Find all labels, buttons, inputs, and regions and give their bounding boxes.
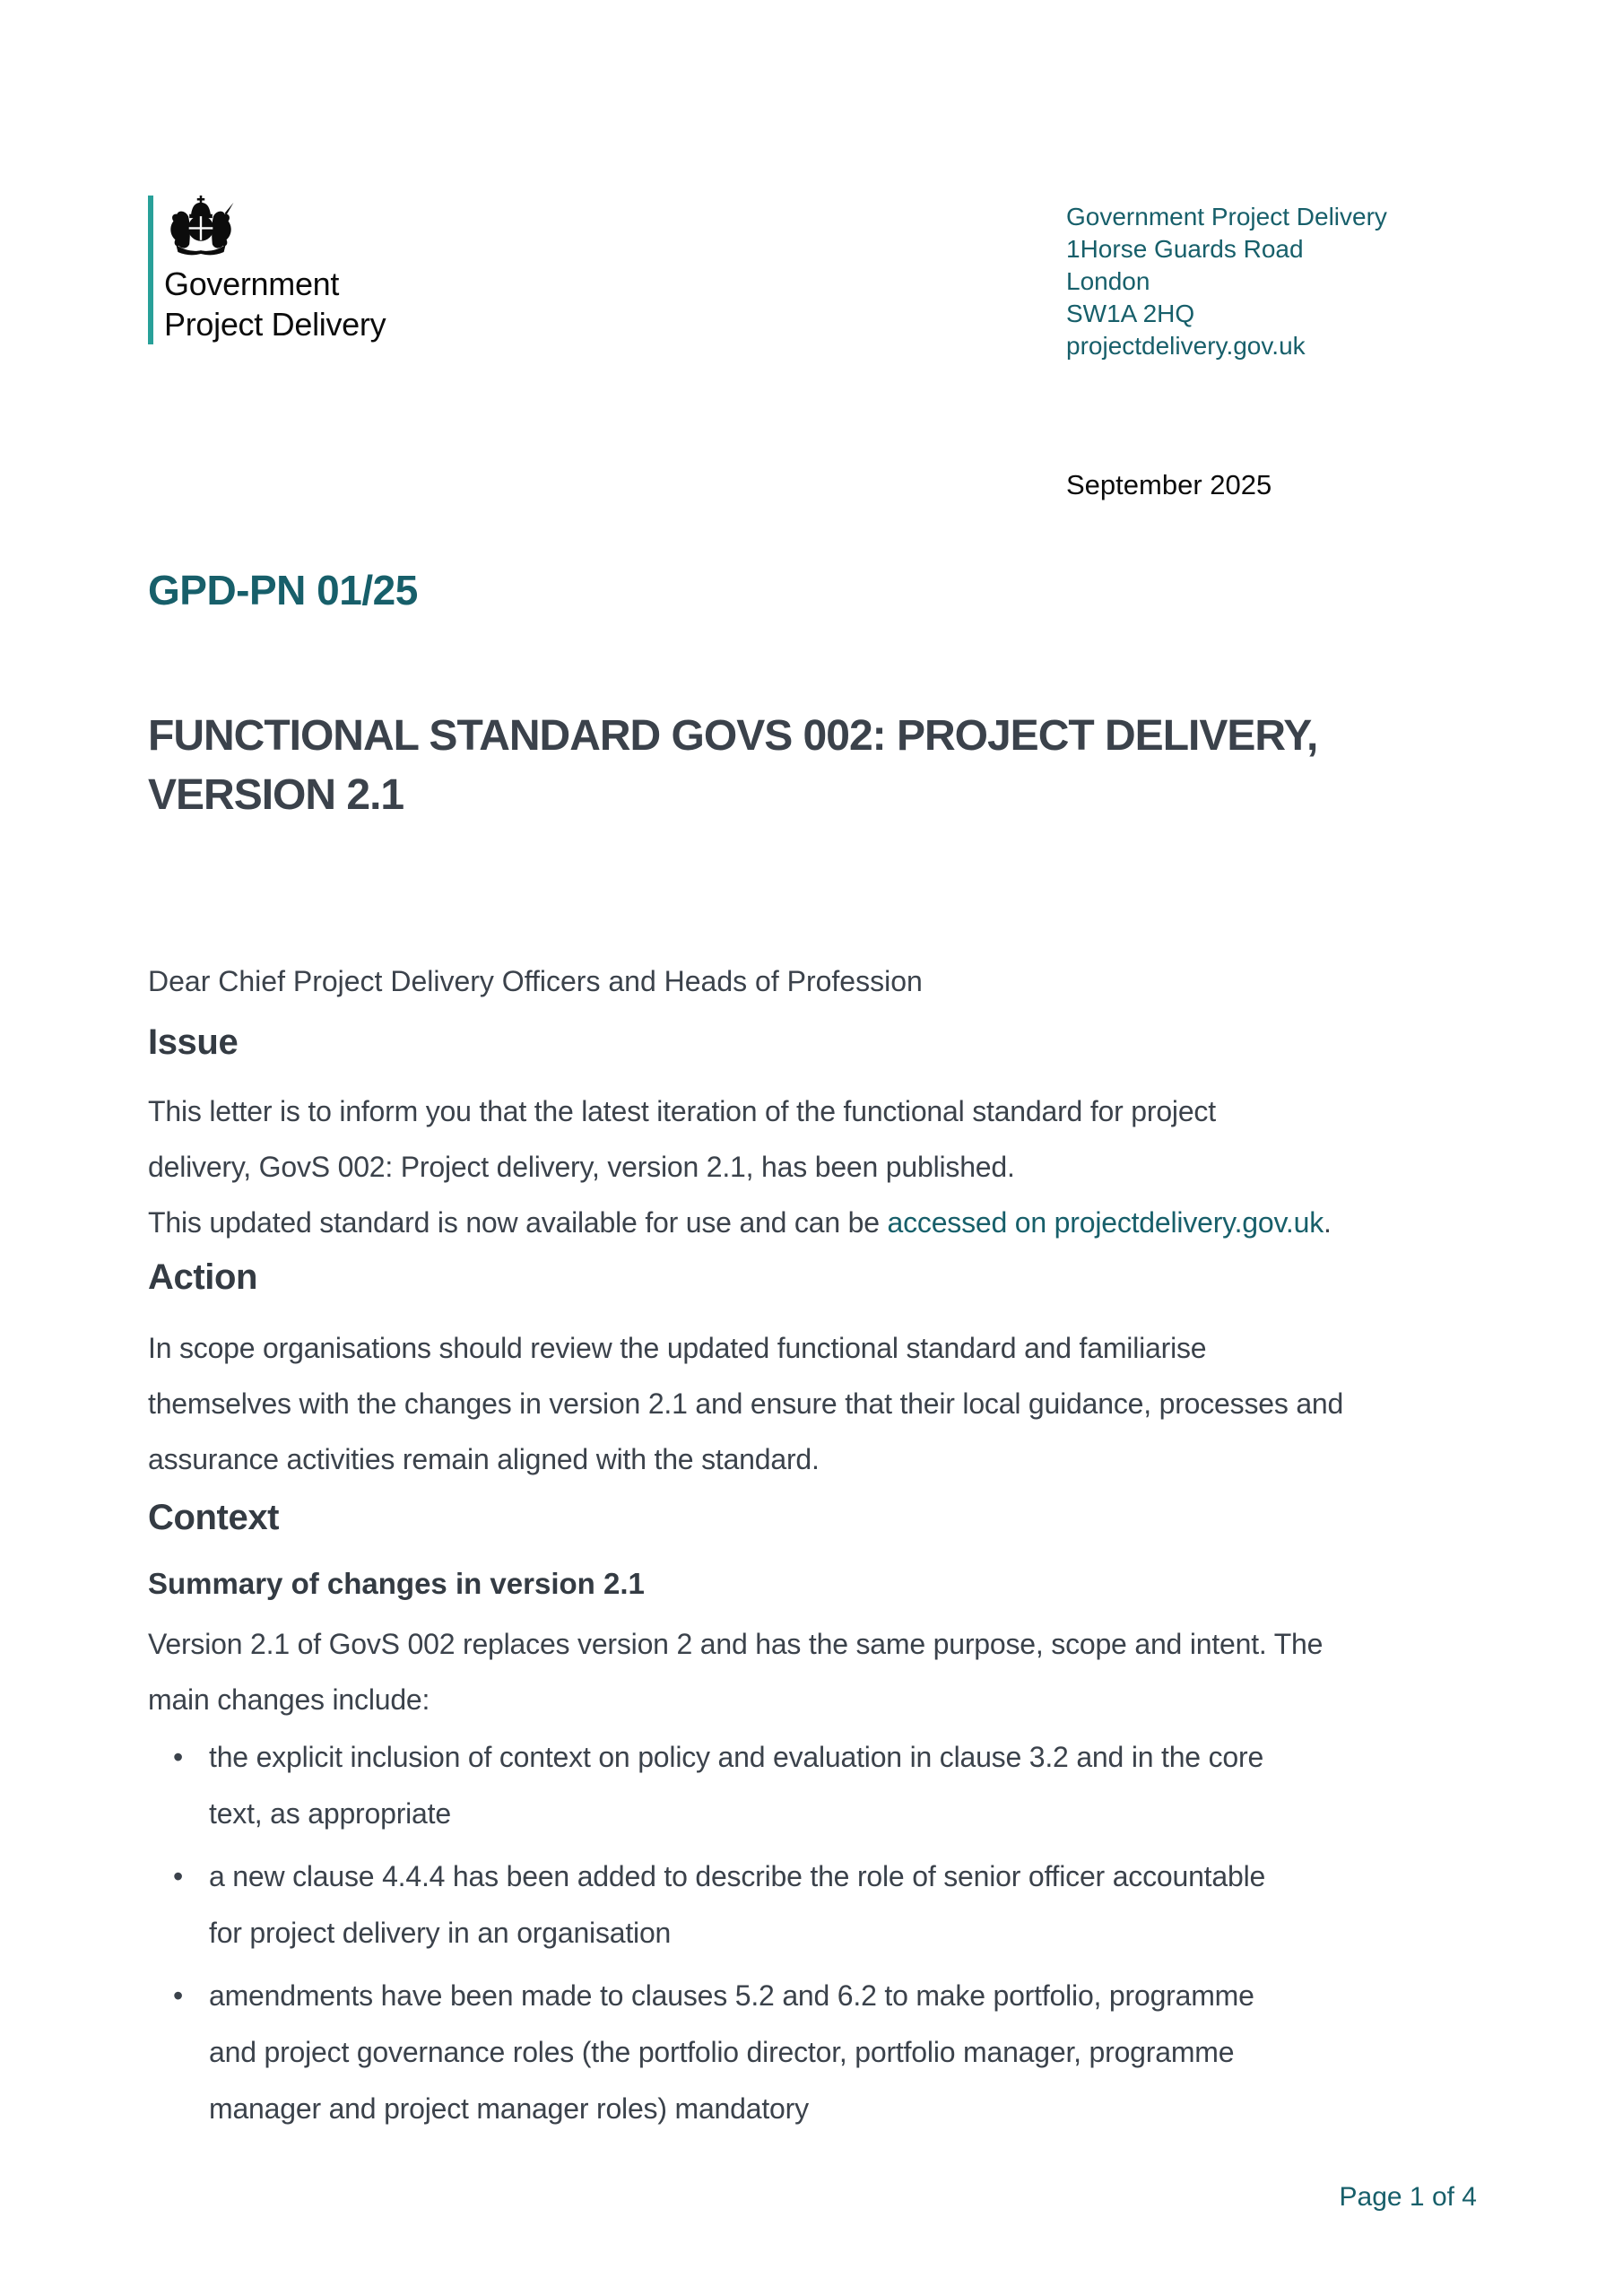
website-link[interactable]: projectdelivery.gov.uk	[1066, 332, 1306, 360]
address-line: SW1A 2HQ	[1066, 300, 1195, 327]
paragraph-line: This letter is to inform you that the latest iteration of the functional standard for project	[148, 1095, 1216, 1127]
bullet-line: manager and project manager roles) mandatory	[209, 2092, 809, 2125]
paragraph-line: main changes include:	[148, 1683, 430, 1716]
bullet-line: text, as appropriate	[209, 1797, 451, 1830]
bullet-line: and project governance roles (the portfolio director, portfolio manager, programme	[209, 2036, 1235, 2068]
issue-paragraph-2	[148, 1195, 1511, 1250]
issue-paragraph-1	[148, 1083, 1511, 1195]
paragraph-line: Version 2.1 of GovS 002 replaces version 2 and has the same purpose, scope and intent. The	[148, 1628, 1324, 1660]
paragraph-text: This updated standard is now available for use and can be	[148, 1206, 888, 1239]
changes-bullet-list	[148, 1729, 1547, 2144]
section-heading-context: Context	[148, 1498, 280, 1537]
title-line: VERSION 2.1	[148, 771, 404, 819]
bullet-line: • amendments have been made to clauses 5.2 and 6.2 to make portfolio, programme	[209, 1979, 1254, 2012]
list-item	[148, 1968, 1547, 2137]
title-line: FUNCTIONAL STANDARD GOVS 002: PROJECT DELIVERY,	[148, 712, 1318, 760]
paragraph-line: assurance activities remain aligned with the standard.	[148, 1443, 820, 1475]
reference-number: GPD-PN 01/25	[148, 567, 418, 613]
brand-line: Government	[164, 265, 340, 302]
list-item	[148, 1848, 1547, 1961]
logo-accent-bar	[148, 196, 153, 344]
address-line: London	[1066, 267, 1150, 295]
logo-inner	[164, 196, 386, 344]
bullet-line: for project delivery in an organisation	[209, 1917, 672, 1949]
brand-wordmark	[164, 264, 386, 344]
context-intro-paragraph	[148, 1616, 1511, 1727]
paragraph-line: themselves with the changes in version 2.1 and ensure that their local guidance, processes and	[148, 1387, 1344, 1420]
gpd-logo	[148, 196, 386, 344]
paragraph-line: In scope organisations should review the updated functional standard and familiarise	[148, 1332, 1207, 1364]
sender-address	[1066, 201, 1387, 362]
paragraph-line: delivery, GovS 002: Project delivery, version 2.1, has been published.	[148, 1151, 1015, 1183]
document-title	[148, 707, 1511, 825]
brand-line: Project Delivery	[164, 306, 386, 343]
bullet-line: • the explicit inclusion of context on policy and evaluation in clause 3.2 and in the core	[209, 1741, 1264, 1773]
section-heading-action: Action	[148, 1257, 258, 1297]
section-heading-issue: Issue	[148, 1022, 239, 1062]
standard-access-link[interactable]: accessed on projectdelivery.gov.uk	[887, 1206, 1324, 1239]
bullet-line: • a new clause 4.4.4 has been added to describe the role of senior officer accountable	[209, 1860, 1266, 1892]
action-paragraph	[148, 1320, 1511, 1487]
subsection-heading-summary: Summary of changes in version 2.1	[148, 1567, 645, 1600]
page-number: Page 1 of 4	[1339, 2182, 1477, 2212]
address-line: Government Project Delivery	[1066, 203, 1387, 230]
salutation: Dear Chief Project Delivery Officers and Heads of Profession	[148, 965, 923, 997]
letter-date: September 2025	[1066, 469, 1272, 500]
royal-coat-of-arms-icon	[164, 196, 238, 256]
paragraph-text: .	[1324, 1206, 1332, 1239]
list-item	[148, 1729, 1547, 1842]
address-line: 1Horse Guards Road	[1066, 235, 1304, 263]
